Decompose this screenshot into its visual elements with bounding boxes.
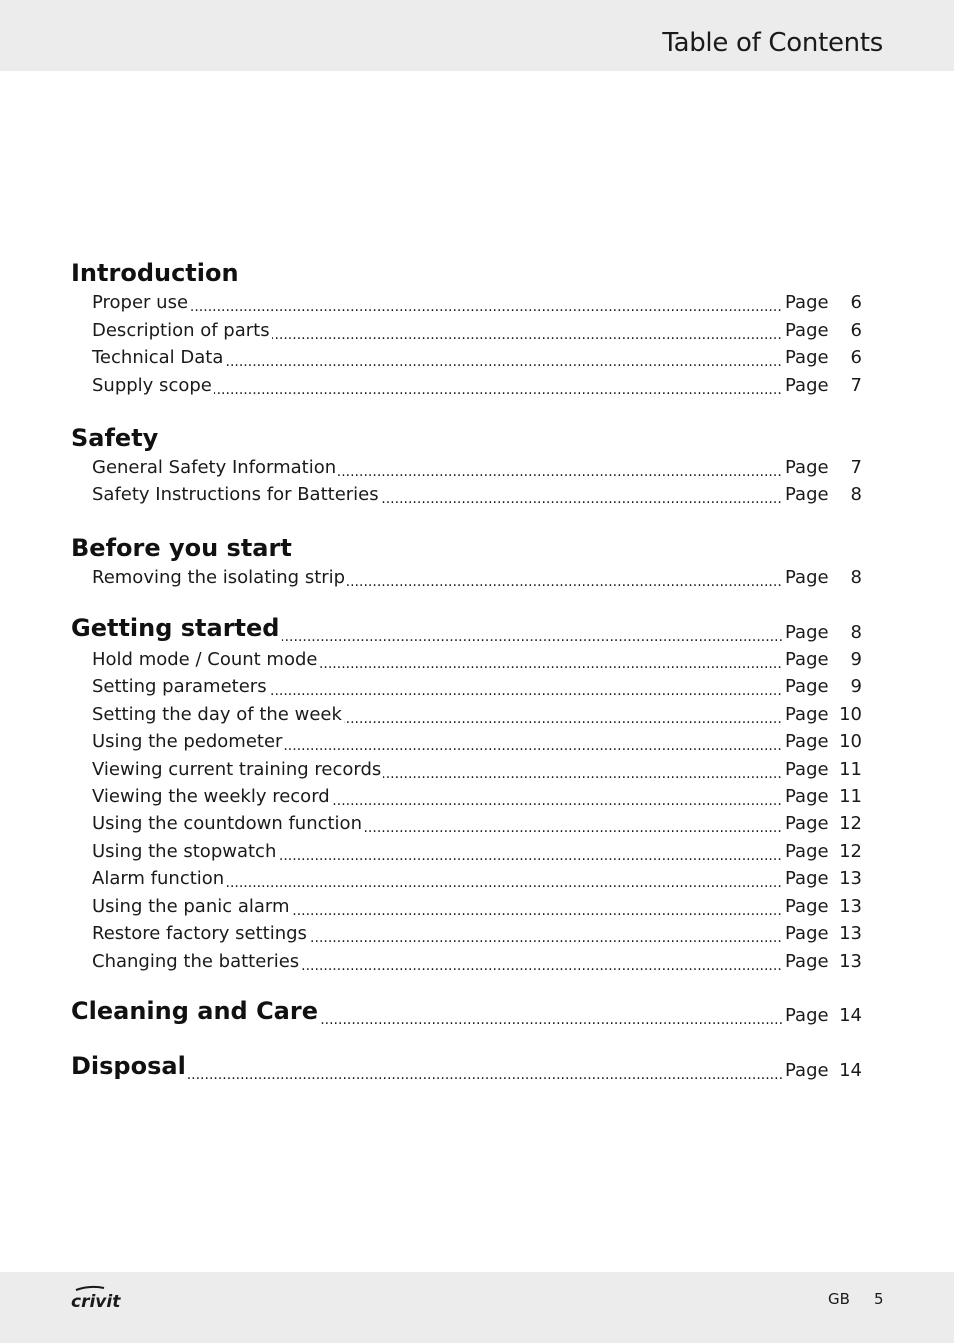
page-number: 6 xyxy=(850,347,862,368)
page-number: 8 xyxy=(850,622,862,643)
page-number: 12 xyxy=(839,813,862,834)
section-heading-introduction: Introduction xyxy=(71,259,239,287)
page-number: 13 xyxy=(839,951,862,972)
page-number: 10 xyxy=(839,704,862,725)
section-heading-getting-started: Getting started xyxy=(71,614,280,642)
page-number: 6 xyxy=(850,320,862,341)
page-word: Page xyxy=(785,622,829,643)
toc-entry-label: Setting the day of the week xyxy=(92,704,342,725)
toc-heading-entry-getting-started[interactable] xyxy=(0,614,954,652)
page-number: 7 xyxy=(850,457,862,478)
page-word: Page xyxy=(785,484,829,505)
page-word: Page xyxy=(785,320,829,341)
toc-entry-label: Using the countdown function xyxy=(92,813,362,834)
page-number: 11 xyxy=(839,786,862,807)
toc-entry[interactable] xyxy=(0,923,954,949)
page-word: Page xyxy=(785,704,829,725)
toc-entry-label: Setting parameters xyxy=(92,676,267,697)
page-word: Page xyxy=(785,841,829,862)
toc-entry[interactable] xyxy=(0,292,954,318)
toc-entry-label: Viewing the weekly record xyxy=(92,786,330,807)
toc-entry[interactable] xyxy=(0,896,954,922)
section-heading-before-you-start: Before you start xyxy=(71,534,292,562)
toc-entry[interactable] xyxy=(0,676,954,702)
toc-entry[interactable] xyxy=(0,731,954,757)
toc-entry-label: Proper use xyxy=(92,292,189,313)
crivit-logo xyxy=(70,1284,130,1312)
page-word: Page xyxy=(785,375,829,396)
toc-entry-label: General Safety Information xyxy=(92,457,337,478)
toc-entry-label: Supply scope xyxy=(92,375,212,396)
page-number: 7 xyxy=(850,375,862,396)
toc-entry[interactable] xyxy=(0,813,954,839)
toc-entry-label: Using the pedometer xyxy=(92,731,283,752)
toc-entry-label: Changing the batteries xyxy=(92,951,300,972)
toc-entry-label: Using the stopwatch xyxy=(92,841,277,862)
toc-entry[interactable] xyxy=(0,484,954,510)
toc-heading-entry-cleaning-and-care[interactable] xyxy=(0,997,954,1035)
toc-entry-label: Alarm function xyxy=(92,868,225,889)
toc-entry[interactable] xyxy=(0,320,954,346)
section-heading-cleaning-and-care: Cleaning and Care xyxy=(71,997,318,1025)
toc-entry-label: Viewing current training records xyxy=(92,759,382,780)
page-word: Page xyxy=(785,951,829,972)
page-word: Page xyxy=(785,731,829,752)
toc-entry[interactable] xyxy=(0,649,954,675)
page-number: 13 xyxy=(839,896,862,917)
page-word: Page xyxy=(785,868,829,889)
page-word: Page xyxy=(785,759,829,780)
toc-entry-label: Technical Data xyxy=(92,347,224,368)
footer-page-number: 5 xyxy=(874,1290,884,1308)
toc-entry[interactable] xyxy=(0,347,954,373)
page-number: 6 xyxy=(850,292,862,313)
footer-band xyxy=(0,1272,954,1343)
page-word: Page xyxy=(785,813,829,834)
page-number: 13 xyxy=(839,923,862,944)
toc-entry[interactable] xyxy=(0,951,954,977)
toc-entry[interactable] xyxy=(0,786,954,812)
page-word: Page xyxy=(785,457,829,478)
page-title: Table of Contents xyxy=(662,28,883,58)
page-number: 9 xyxy=(850,676,862,697)
toc-entry-label: Hold mode / Count mode xyxy=(92,649,318,670)
toc-entry-label: Safety Instructions for Batteries xyxy=(92,484,379,505)
toc-entry[interactable] xyxy=(0,704,954,730)
page-number: 10 xyxy=(839,731,862,752)
page-word: Page xyxy=(785,1060,829,1081)
toc-entry-label: Removing the isolating strip xyxy=(92,567,346,588)
page-word: Page xyxy=(785,649,829,670)
toc-entry-label: Description of parts xyxy=(92,320,270,341)
toc-entry[interactable] xyxy=(0,457,954,483)
leader-dots xyxy=(92,292,782,318)
page-number: 14 xyxy=(839,1005,862,1026)
toc-entry[interactable] xyxy=(0,841,954,867)
language-code: GB xyxy=(828,1290,850,1308)
toc-heading-entry-disposal[interactable] xyxy=(0,1052,954,1090)
toc-entry[interactable] xyxy=(0,375,954,401)
page-number: 8 xyxy=(850,484,862,505)
page-number: 8 xyxy=(850,567,862,588)
page-word: Page xyxy=(785,676,829,697)
page-number: 11 xyxy=(839,759,862,780)
page-number: 9 xyxy=(850,649,862,670)
page-word: Page xyxy=(785,896,829,917)
brand-wordmark: crivit xyxy=(71,1292,121,1312)
toc-entry[interactable] xyxy=(0,567,954,593)
section-heading-safety: Safety xyxy=(71,424,159,452)
toc-entry[interactable] xyxy=(0,759,954,785)
page-word: Page xyxy=(785,567,829,588)
page-word: Page xyxy=(785,923,829,944)
page-number: 13 xyxy=(839,868,862,889)
page-word: Page xyxy=(785,1005,829,1026)
page-word: Page xyxy=(785,292,829,313)
toc-entry[interactable] xyxy=(0,868,954,894)
toc-entry-label: Using the panic alarm xyxy=(92,896,290,917)
page-word: Page xyxy=(785,347,829,368)
page-number: 14 xyxy=(839,1060,862,1081)
page-number: 12 xyxy=(839,841,862,862)
section-heading-disposal: Disposal xyxy=(71,1052,186,1080)
page-word: Page xyxy=(785,786,829,807)
toc-entry-label: Restore factory settings xyxy=(92,923,307,944)
